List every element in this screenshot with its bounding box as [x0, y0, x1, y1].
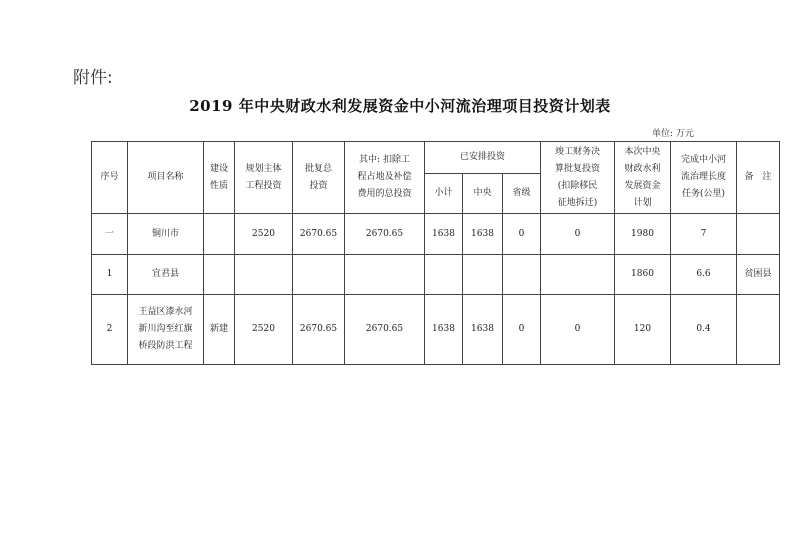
cell-remark — [737, 295, 780, 365]
header-seq: 序号 — [92, 142, 128, 214]
cell-type: 新建 — [204, 295, 235, 365]
cell-total: 1638 — [425, 214, 463, 255]
cell-current: 120 — [615, 295, 671, 365]
header-settle: 竣工财务决 算批复投资 (扣除移民 征地拆迁) — [541, 142, 615, 214]
cell-length: 7 — [671, 214, 737, 255]
cell-length: 0.4 — [671, 295, 737, 365]
cell-provincial: 0 — [503, 214, 541, 255]
header-planned: 规划主体 工程投资 — [235, 142, 293, 214]
page-title: 2019 年中央财政水利发展资金中小河流治理项目投资计划表 — [189, 97, 611, 115]
header-subtotal: 小计 — [425, 174, 463, 214]
cell-provincial — [503, 255, 541, 295]
cell-name: 铜川市 — [128, 214, 204, 255]
cell-planned: 2520 — [235, 295, 293, 365]
cell-current: 1860 — [615, 255, 671, 295]
table-row — [92, 214, 780, 255]
cell-approved: 2670.65 — [293, 295, 345, 365]
cell-type — [204, 214, 235, 255]
header-current: 本次中央 财政水利 发展资金 计划 — [615, 142, 671, 214]
cell-planned — [235, 255, 293, 295]
cell-central — [463, 255, 503, 295]
cell-length: 6.6 — [671, 255, 737, 295]
cell-planned: 2520 — [235, 214, 293, 255]
cell-type — [204, 255, 235, 295]
unit-label: 单位: 万元 — [652, 129, 694, 139]
header-name: 项目名称 — [128, 142, 204, 214]
cell-name: 宜君县 — [128, 255, 204, 295]
attachment-label: 附件: — [73, 68, 113, 88]
cell-settle: 0 — [541, 214, 615, 255]
cell-approved: 2670.65 — [293, 214, 345, 255]
header-length: 完成中小河 流治理长度 任务(公里) — [671, 142, 737, 214]
cell-deduct: 2670.65 — [345, 214, 425, 255]
cell-seq: 2 — [92, 295, 128, 365]
cell-seq: 1 — [92, 255, 128, 295]
header-deduct: 其中: 扣除工 程占地及补偿 费用的总投资 — [345, 142, 425, 214]
header-type: 建设 性质 — [204, 142, 235, 214]
cell-deduct — [345, 255, 425, 295]
header-approved: 批复总 投资 — [293, 142, 345, 214]
cell-central: 1638 — [463, 295, 503, 365]
header-arranged: 已安排投资 — [425, 142, 541, 174]
header-central: 中央 — [463, 174, 503, 214]
cell-total: 1638 — [425, 295, 463, 365]
cell-deduct: 2670.65 — [345, 295, 425, 365]
cell-remark — [737, 214, 780, 255]
cell-remark: 贫困县 — [737, 255, 780, 295]
cell-current: 1980 — [615, 214, 671, 255]
cell-seq: 一 — [92, 214, 128, 255]
cell-settle: 0 — [541, 295, 615, 365]
table-row — [92, 255, 780, 295]
cell-total — [425, 255, 463, 295]
header-provincial: 省级 — [503, 174, 541, 214]
investment-table — [91, 141, 780, 365]
table-row — [92, 295, 780, 365]
cell-approved — [293, 255, 345, 295]
cell-settle — [541, 255, 615, 295]
header-remark: 备 注 — [737, 142, 780, 214]
cell-central: 1638 — [463, 214, 503, 255]
cell-provincial: 0 — [503, 295, 541, 365]
cell-name: 王益区漆水河 新川沟至红旗 桥段防洪工程 — [128, 295, 204, 365]
